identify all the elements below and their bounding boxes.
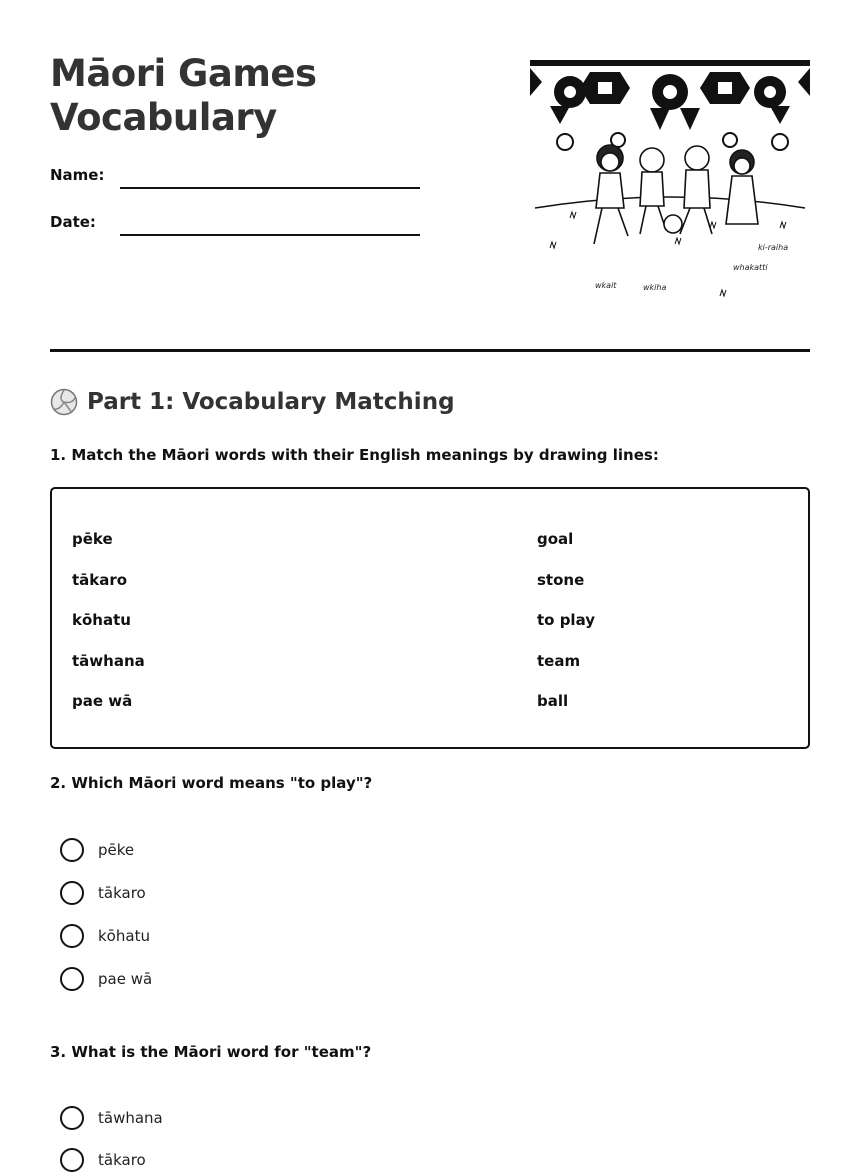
maori-word[interactable]: tāwhana xyxy=(72,652,145,670)
option-label: pēke xyxy=(98,841,135,859)
illustration-caption: wkait xyxy=(595,281,617,290)
header-divider xyxy=(50,349,810,352)
q2-option[interactable] xyxy=(60,967,152,991)
question-2: 2. Which Māori word means "to play"? xyxy=(50,774,373,792)
maori-word[interactable]: pēke xyxy=(72,530,113,548)
name-line[interactable] xyxy=(120,187,420,189)
radio-button[interactable] xyxy=(60,838,84,862)
radio-button[interactable] xyxy=(60,967,84,991)
maori-word[interactable]: kōhatu xyxy=(72,611,131,629)
date-label: Date: xyxy=(50,213,96,231)
question-3: 3. What is the Māori word for "team"? xyxy=(50,1043,372,1061)
option-label: tākaro xyxy=(98,1151,146,1169)
option-label: tāwhana xyxy=(98,1109,163,1127)
illustration-caption: ki-raiha xyxy=(758,243,789,252)
english-word[interactable]: stone xyxy=(537,571,585,589)
maori-word[interactable]: pae wā xyxy=(72,692,133,710)
part1-title-text: Part 1: Vocabulary Matching xyxy=(87,389,455,415)
q2-option[interactable] xyxy=(60,924,150,948)
english-word[interactable]: ball xyxy=(537,692,569,710)
q3-option[interactable] xyxy=(60,1106,163,1130)
option-label: tākaro xyxy=(98,884,146,902)
q2-option[interactable] xyxy=(60,838,134,862)
radio-button[interactable] xyxy=(60,881,84,905)
name-label: Name: xyxy=(50,166,105,184)
worksheet-title xyxy=(50,52,317,140)
part1-title xyxy=(50,388,455,416)
english-word[interactable]: goal xyxy=(537,530,574,548)
english-word[interactable]: to play xyxy=(537,611,596,629)
date-line[interactable] xyxy=(120,234,420,236)
volleyball-icon xyxy=(50,388,78,416)
maori-word[interactable]: tākaro xyxy=(72,571,128,589)
children-playing-illustration xyxy=(530,58,810,318)
radio-button[interactable] xyxy=(60,1106,84,1130)
matching-box xyxy=(50,487,810,749)
question-1: 1. Match the Māori words with their English meanings by drawing lines: xyxy=(50,446,659,464)
option-label: pae wā xyxy=(98,970,153,988)
title-line-1: Māori Games xyxy=(50,52,317,95)
illustration-caption: whakatti xyxy=(733,263,768,272)
title-line-2: Vocabulary xyxy=(50,96,277,139)
radio-button[interactable] xyxy=(60,924,84,948)
option-label: kōhatu xyxy=(98,927,150,945)
q2-option[interactable] xyxy=(60,881,146,905)
radio-button[interactable] xyxy=(60,1148,84,1172)
q3-option[interactable] xyxy=(60,1148,146,1172)
illustration-caption: wkiha xyxy=(643,283,667,292)
english-word[interactable]: team xyxy=(537,652,581,670)
